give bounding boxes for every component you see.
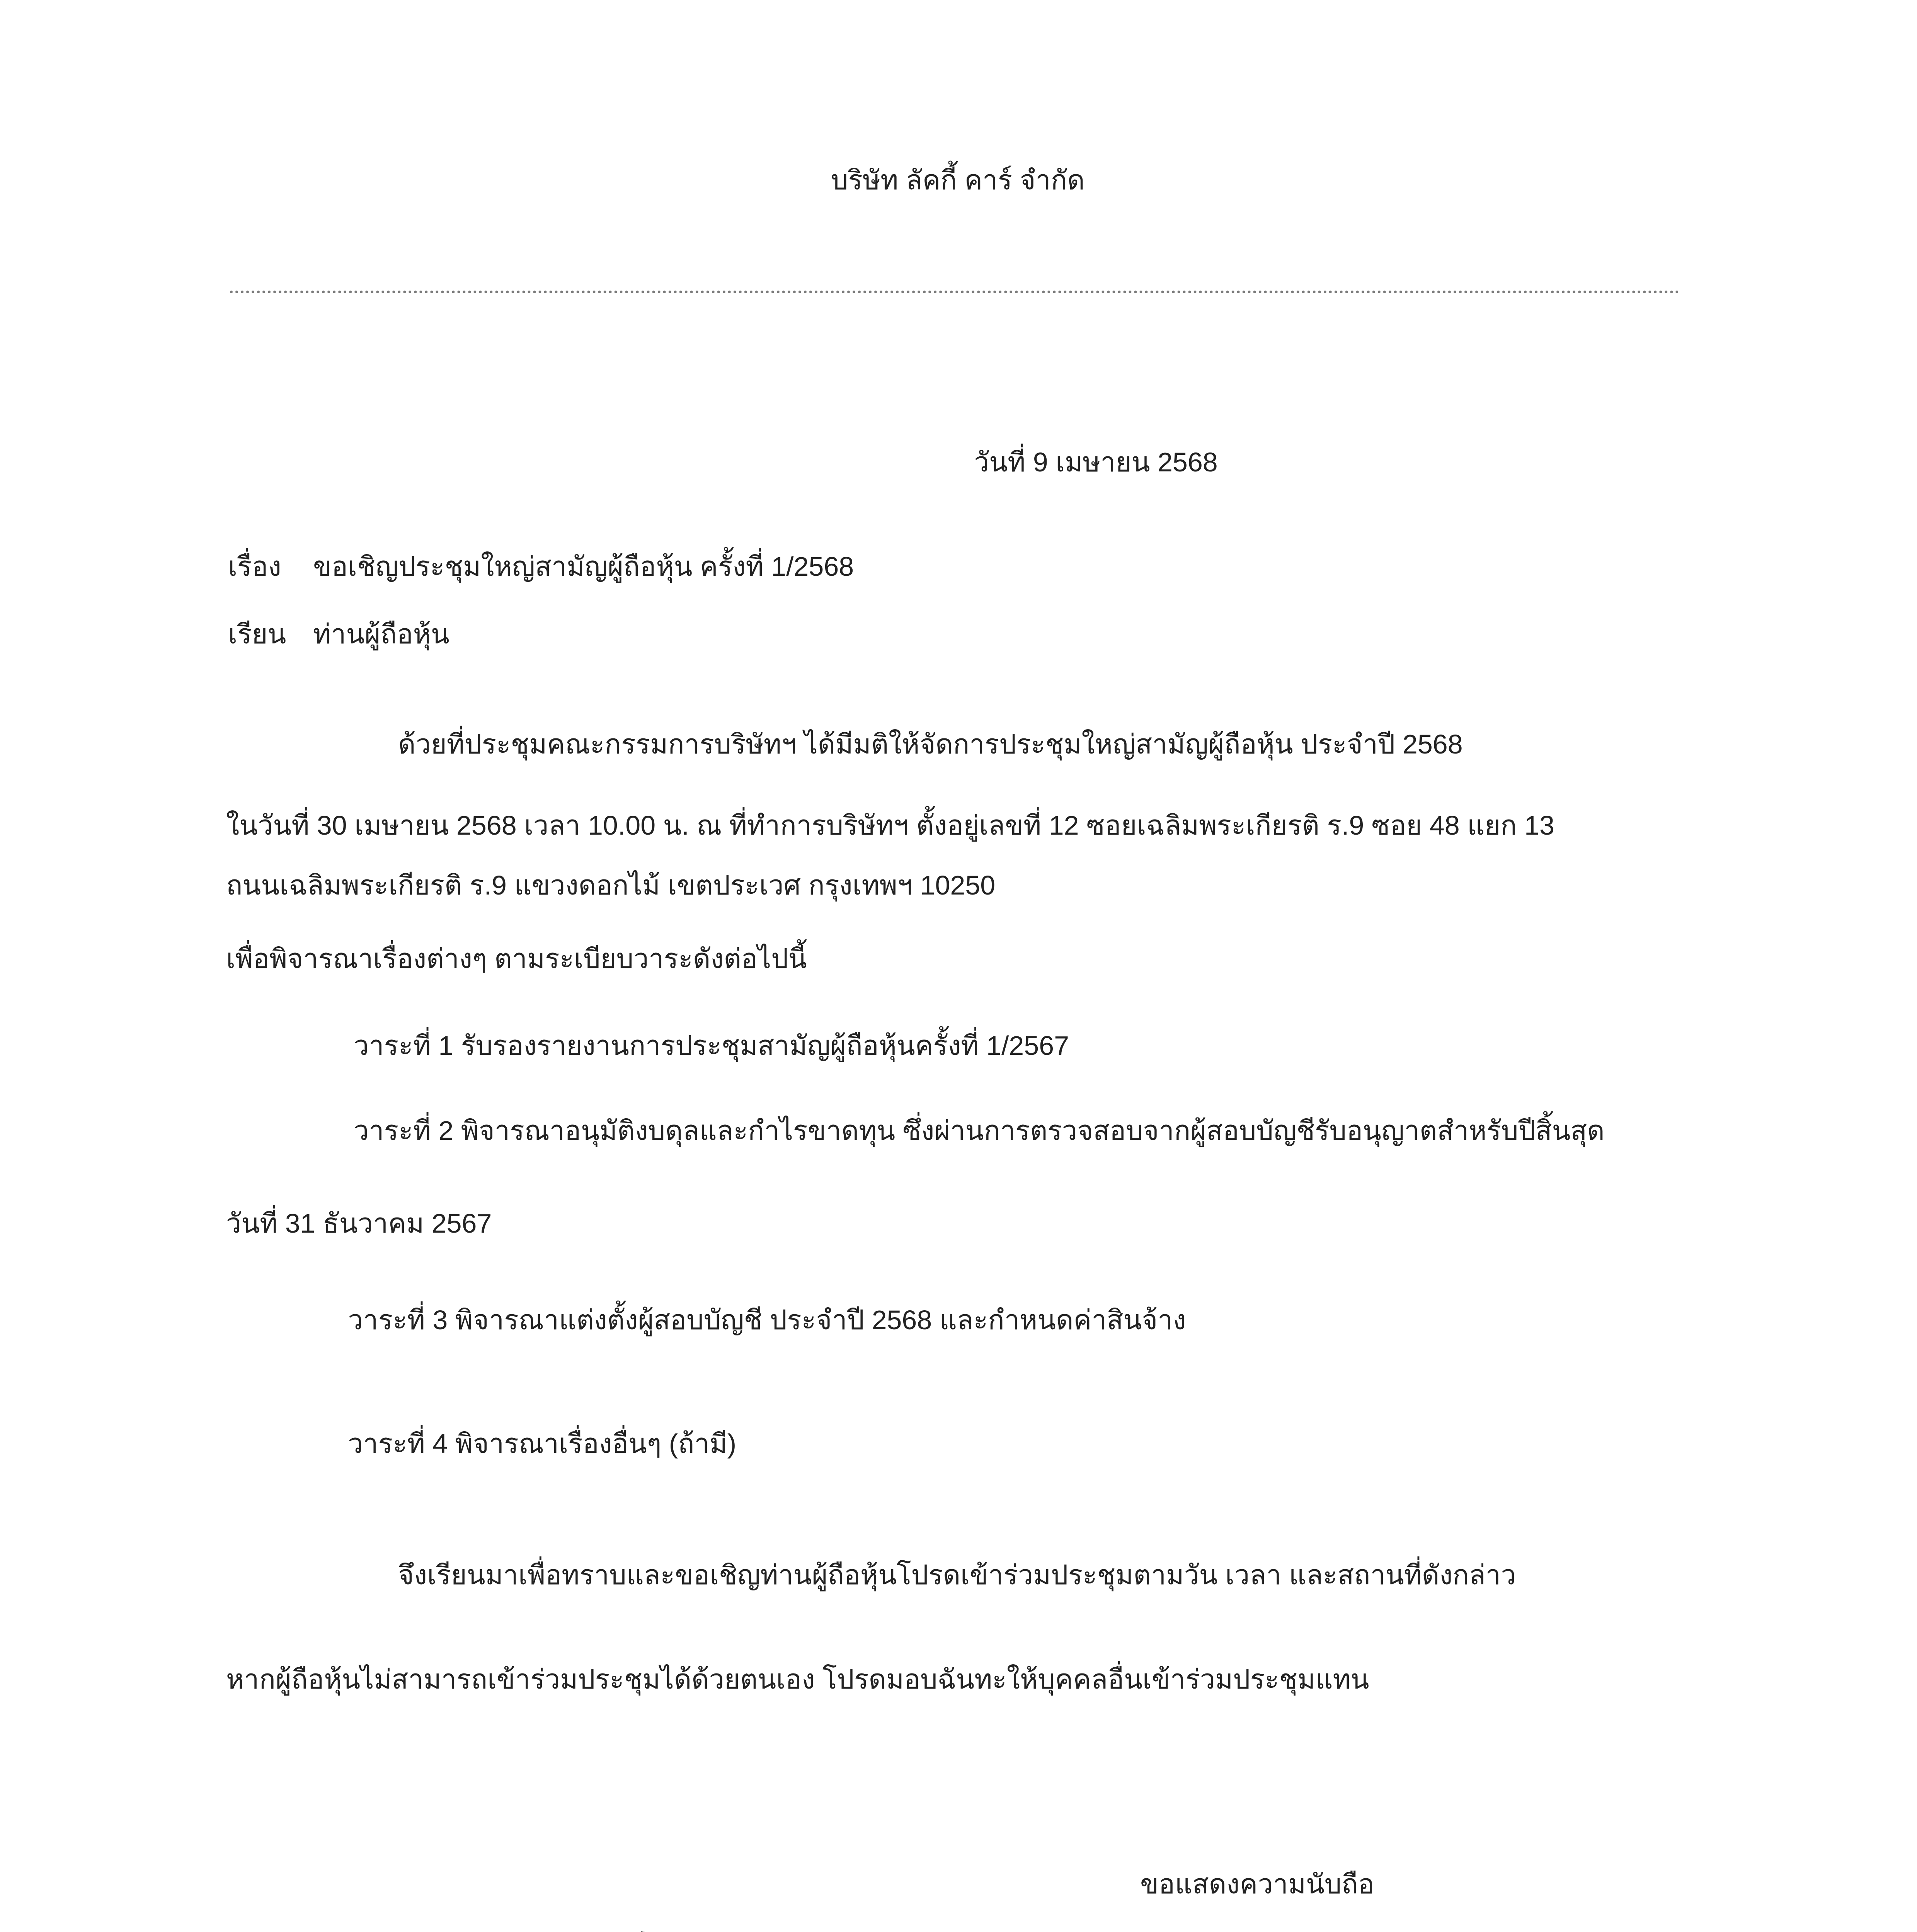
recipient-label: เรียน (228, 619, 286, 649)
body-paragraph-line-4: เพื่อพิจารณาเรื่องต่างๆ ตามระเบียบวาระดังต่อไปนี้ (226, 944, 807, 974)
agenda-item-3: วาระที่ 3 พิจารณาแต่งตั้งผู้สอบบัญชี ประจำปี 2568 และกำหนดค่าสินจ้าง (348, 1305, 1186, 1335)
agenda-item-4: วาระที่ 4 พิจารณาเรื่องอื่นๆ (ถ้ามี) (348, 1429, 737, 1459)
subject-label: เรื่อง (228, 551, 281, 582)
recipient-text: ท่านผู้ถือหุ้น (313, 619, 449, 649)
closing-line-1: จึงเรียนมาเพื่อทราบและขอเชิญท่านผู้ถือหุ้นโปรดเข้าร่วมประชุมตามวัน เวลา และสถานที่ดังกล่าว (398, 1560, 1516, 1590)
company-name: บริษัท ลัคกี้ คาร์ จำกัด (831, 165, 1085, 195)
agenda-item-1: วาระที่ 1 รับรองรายงานการประชุมสามัญผู้ถือหุ้นครั้งที่ 1/2567 (354, 1031, 1069, 1061)
company-stamp (580, 1917, 993, 1932)
body-paragraph-line-1: ด้วยที่ประชุมคณะกรรมการบริษัทฯ ได้มีมติให้จัดการประชุมใหญ่สามัญผู้ถือหุ้น ประจำปี 2568 (398, 729, 1463, 759)
letter-date: วันที่ 9 เมษายน 2568 (974, 447, 1218, 477)
header-dotted-rule (230, 291, 1679, 293)
body-paragraph-line-3: ถนนเฉลิมพระเกียรติ ร.9 แขวงดอกไม้ เขตประเวศ กรุงเทพฯ 10250 (226, 870, 996, 900)
closing-line-2: หากผู้ถือหุ้นไม่สามารถเข้าร่วมประชุมได้ด้วยตนเอง โปรดมอบฉันทะให้บุคคลอื่นเข้าร่วมประชุมแทน (226, 1664, 1369, 1694)
agenda-item-2-continuation: วันที่ 31 ธันวาคม 2567 (226, 1208, 492, 1238)
regards-text: ขอแสดงความนับถือ (1140, 1869, 1374, 1899)
body-paragraph-line-2: ในวันที่ 30 เมษายน 2568 เวลา 10.00 น. ณ ที่ทำการบริษัทฯ ตั้งอยู่เลขที่ 12 ซอยเฉลิมพระเกียรติ ร.9 ซอย 48 แยก 13 (226, 810, 1554, 840)
agenda-item-2: วาระที่ 2 พิจารณาอนุมัติงบดุลและกำไรขาดทุน ซึ่งผ่านการตรวจสอบจากผู้สอบบัญชีรับอนุญาตสำหรับปีสิ้นสุด (354, 1116, 1605, 1146)
subject-text: ขอเชิญประชุมใหญ่สามัญผู้ถือหุ้น ครั้งที่ 1/2568 (313, 551, 854, 582)
